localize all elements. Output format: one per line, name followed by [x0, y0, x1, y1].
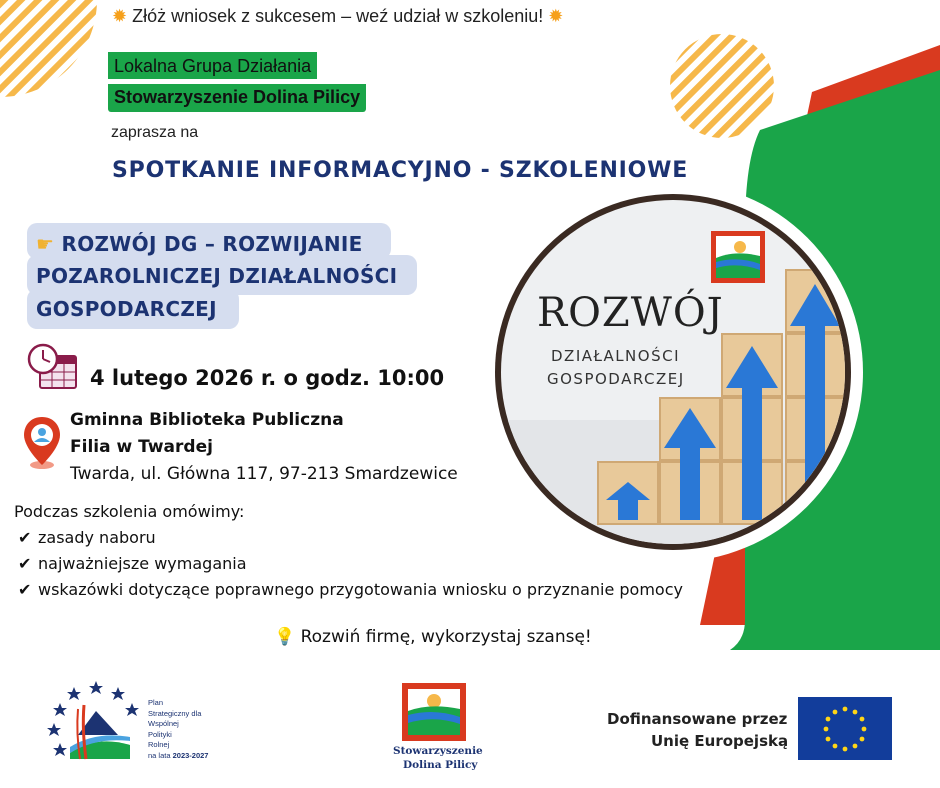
agenda-item	[18, 554, 247, 573]
ps-years: 2023-2027	[172, 750, 209, 760]
agenda-item	[18, 528, 156, 547]
banner-text: Złóż wniosek z sukcesem – weź udział w szkoleniu!	[132, 6, 544, 26]
sdp-logo	[400, 681, 468, 743]
check-icon: ✔	[18, 580, 32, 599]
top-banner	[112, 6, 563, 27]
circle-subtitle2: GOSPODARCZEJ	[547, 370, 685, 388]
location-line1: Gminna Biblioteka Publiczna	[70, 410, 344, 430]
ps-line: Strategiczny dla	[148, 708, 202, 718]
topic-line3: GOSPODARCZEJ	[36, 297, 217, 321]
eu-flag	[798, 697, 892, 760]
lgd-logo-small	[711, 231, 765, 283]
agenda-item-text: najważniejsze wymagania	[38, 554, 247, 573]
striped-quarter-circle	[0, 0, 97, 97]
slogan	[274, 627, 592, 647]
clock-calendar-icon	[26, 342, 80, 392]
organizer-line2: Stowarzyszenie Dolina Pilicy	[108, 84, 366, 112]
sun-icon: ✹	[548, 6, 564, 26]
check-icon: ✔	[18, 554, 32, 573]
agenda-item	[18, 580, 683, 599]
event-title: SPOTKANIE INFORMACYJNO - SZKOLENIOWE	[112, 158, 689, 183]
ps-line: Rolnej	[148, 740, 170, 749]
ps-line	[148, 751, 208, 762]
event-datetime: 4 lutego 2026 r. o godz. 10:00	[90, 366, 445, 390]
agenda-item-text: wskazówki dotyczące poprawnego przygotowania wniosku o przyznanie pomocy	[38, 580, 683, 599]
striped-circle	[670, 34, 774, 138]
agenda-item-text: zasady naboru	[38, 528, 156, 547]
sun-icon: ✹	[112, 6, 128, 26]
ps-line: Polityki	[148, 729, 172, 739]
slogan-text: Rozwiń firmę, wykorzystaj szansę!	[300, 627, 592, 647]
eu-text-line1: Dofinansowane przez	[607, 710, 788, 728]
ps-line-text: na lata	[148, 750, 173, 760]
ps-wpr-logo	[44, 675, 148, 771]
invite-text: zaprasza na	[111, 124, 199, 141]
sdp-name-line1: Stowarzyszenie	[393, 745, 483, 757]
location-address: Twarda, ul. Główna 117, 97-213 Smardzewice	[70, 464, 458, 484]
map-pin-icon	[22, 415, 62, 471]
topic-line1	[36, 232, 363, 256]
check-icon: ✔	[18, 528, 32, 547]
agenda-intro: Podczas szkolenia omówimy:	[14, 502, 245, 521]
ps-line: Wspólnej	[148, 719, 179, 728]
sdp-name-line2: Dolina Pilicy	[403, 759, 478, 771]
circle-title: ROZWÓJ	[537, 290, 724, 336]
ps-line: Plan	[148, 698, 164, 707]
ps-wpr-text	[148, 698, 208, 761]
circle-subtitle1: DZIAŁALNOŚCI	[551, 347, 681, 365]
topic-line1-text: ROZWÓJ DG – ROZWIJANIE	[61, 232, 363, 256]
topic-line2: POZAROLNICZEJ DZIAŁALNOŚCI	[36, 264, 398, 288]
location-line2: Filia w Twardej	[70, 437, 213, 457]
organizer-line1: Lokalna Grupa Działania	[108, 52, 317, 79]
lightbulb-icon: 💡	[274, 627, 296, 647]
pointing-hand-icon: ☛	[36, 232, 55, 256]
eu-text-line2: Unię Europejską	[651, 732, 789, 750]
